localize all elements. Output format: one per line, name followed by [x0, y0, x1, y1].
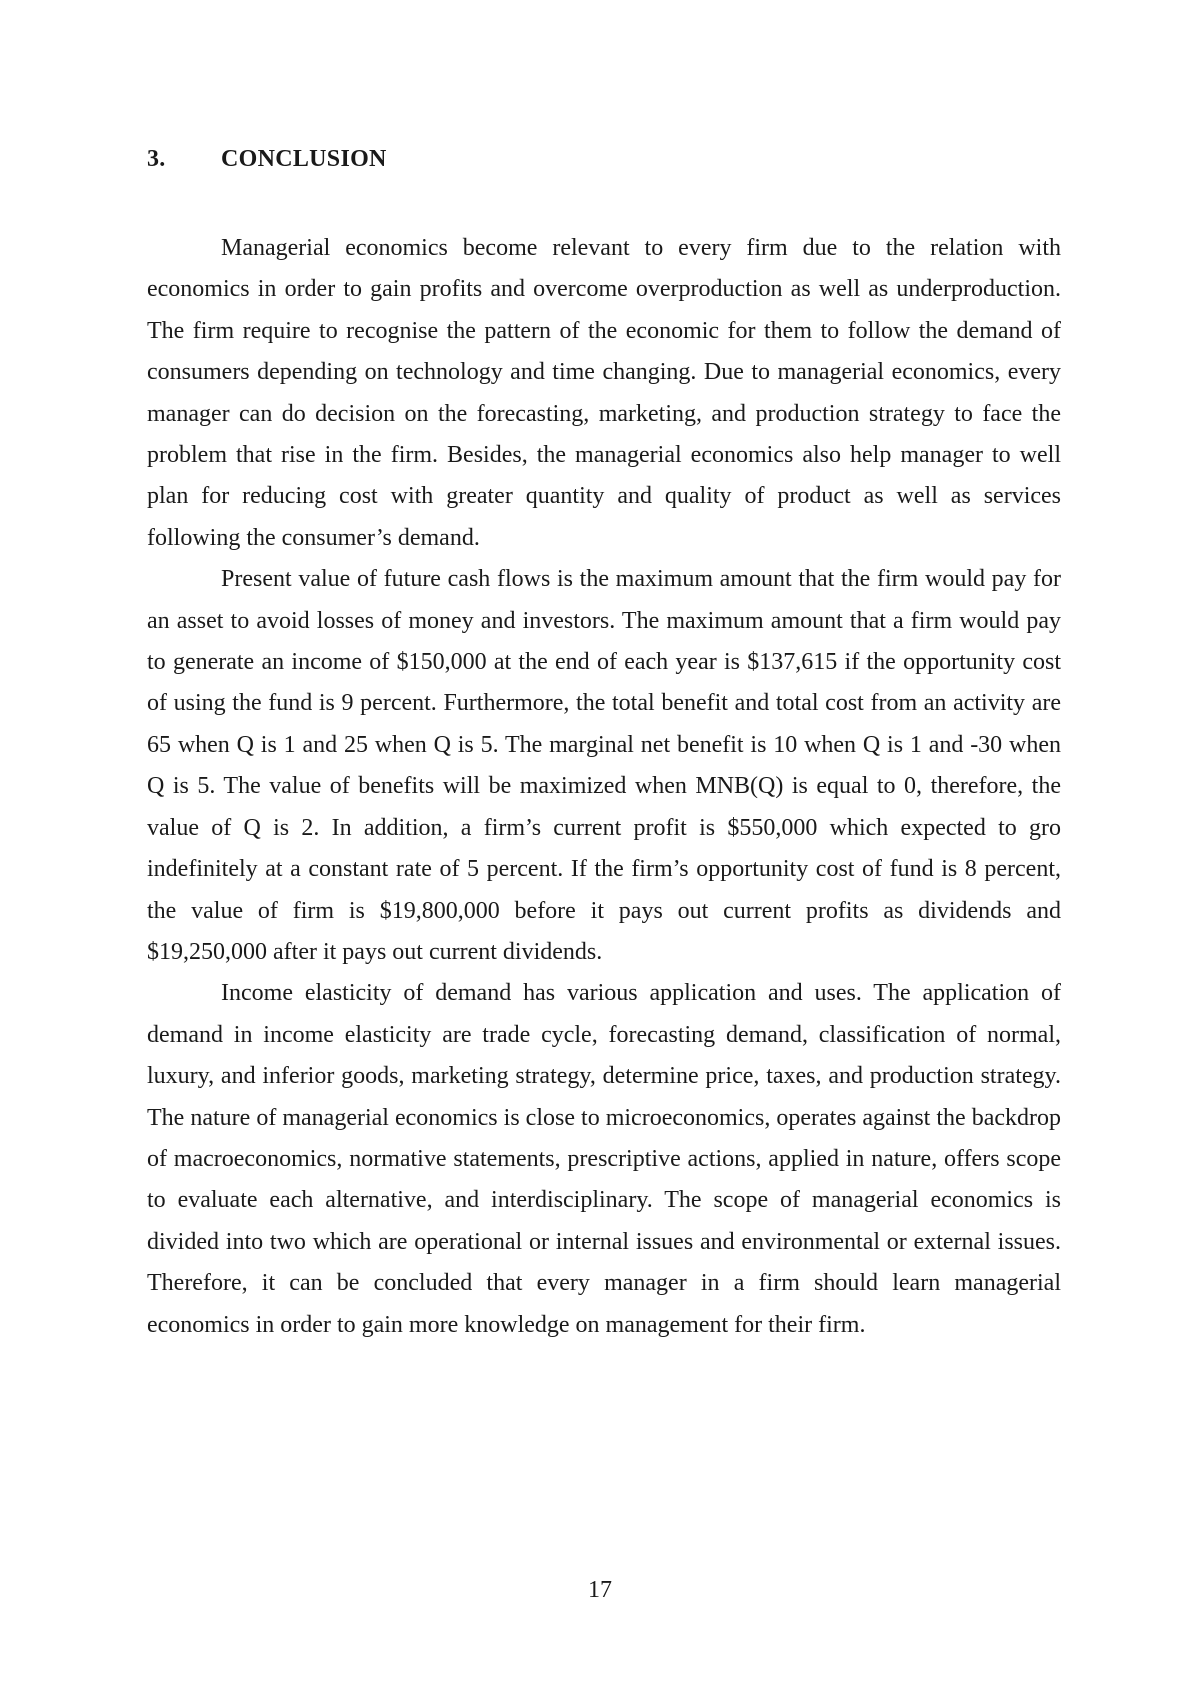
- paragraph-present-value: Present value of future cash flows is the maximum amount that the firm would pay for an asset to avoid losses of money and investors. The maximum amount that a firm would pay to generate an income of $150,000 at the end of each year is $137,615 if the opportunity cost of using the fund is 9 percent. Furthermore, the total benefit and total cost from an activity are 65 when Q is 1 and 25 when Q is 5. The marginal net benefit is 10 when Q is 1 and -30 when Q is 5. The value of benefits will be maximized when MNB(Q) is equal to 0, therefore, the value of Q is 2. In addition, a firm’s current profit is $550,000 which expected to gro indefinitely at a constant rate of 5 percent. If the firm’s opportunity cost of fund is 8 percent, the value of firm is $19,800,000 before it pays out current profits as dividends and $19,250,000 after it pays out current dividends.: [147, 566, 1061, 965]
- paragraph-income-elasticity: Income elasticity of demand has various application and uses. The application of demand in income elasticity are trade cycle, forecasting demand, classification of normal, luxury, and inferior goods, marketing strategy, determine price, taxes, and production strategy. The nature of managerial economics is close to microeconomics, operates against the backdrop of macroeconomics, normative statements, prescriptive actions, applied in nature, offers scope to evaluate each alternative, and interdisciplinary. The scope of managerial economics is divided into two which are operational or internal issues and environmental or external issues. Therefore, it can be concluded that every manager in a firm should learn managerial economics in order to gain more knowledge on management for their firm.: [147, 980, 1061, 1338]
- paragraph-managerial-economics: Managerial economics become relevant to every firm due to the relation with economics in order to gain profits and overcome overproduction as well as underproduction. The firm require to recognise the pattern of the economic for them to follow the demand of consumers depending on technology and time changing. Due to managerial economics, every manager can do decision on the forecasting, marketing, and production strategy to face the problem that rise in the firm. Besides, the managerial economics also help manager to well plan for reducing cost with greater quantity and quality of product as well as services following the consumer’s demand.: [147, 235, 1061, 551]
- section-title: CONCLUSION: [221, 146, 387, 172]
- section-heading: [147, 146, 387, 173]
- page-number: 17: [588, 1577, 612, 1603]
- conclusion-body: [147, 228, 1061, 1346]
- section-number: 3.: [147, 146, 166, 172]
